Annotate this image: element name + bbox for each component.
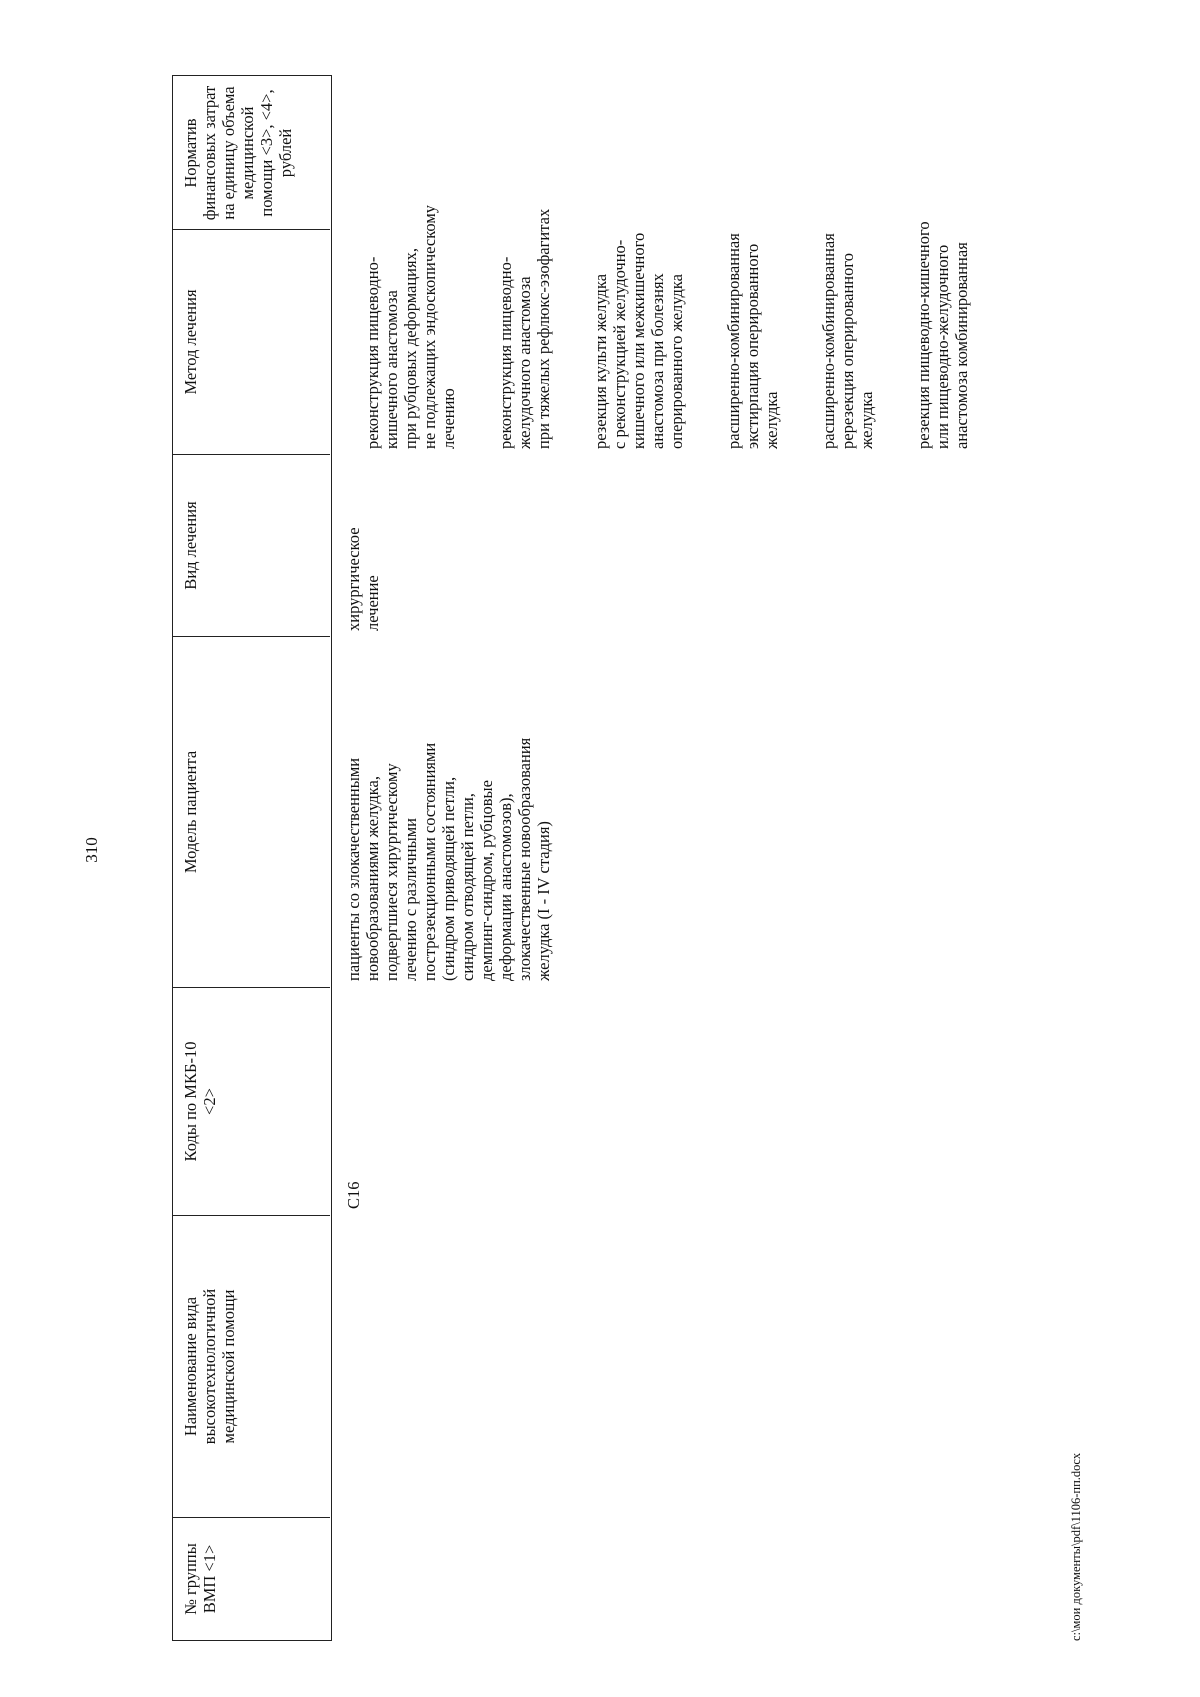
table-header-row	[172, 75, 332, 1641]
method-item: реконструкция пищеводно- желудочного анастомоза при тяжелых рефлюкс-эзофагитах	[496, 208, 553, 449]
cell-patient-model: пациенты со злокачественными новообразованиями желудка, подвергшиеся хирургическому лечению с различными пострезекционными состояниями (синдром приводящей петли, синдром отводящей петли, демпинг-синдром, рубцовые деформации анастомозов), злокачественные новообразования желудка (I - IV стадия)	[344, 737, 553, 981]
cell-icd10-code: C16	[344, 1181, 363, 1209]
header-care-type-name: Наименование вида высокотехнологичной медицинской помощи	[173, 1215, 330, 1517]
rotated-document-body	[172, 75, 1122, 1641]
cell-treatment-methods	[344, 149, 1009, 449]
method-item: расширенно-комбинированная экстирпация оперированного желудка	[724, 233, 781, 449]
header-patient-model: Модель пациента	[173, 636, 330, 987]
method-item: резекция пищеводно-кишечного или пищеводно-желудочного анастомоза комбинированная	[914, 221, 971, 449]
page-number: 310	[82, 837, 101, 863]
method-item: расширенно-комбинированная ререзекция оперированного желудка	[819, 233, 876, 449]
header-cost-standard: Норматив финансовых затрат на единицу объема медицинской помощи <3>, <4>, рублей	[181, 85, 295, 221]
header-treatment-method: Метод лечения	[173, 229, 330, 454]
cell-treatment-type: хирургическое лечение	[344, 527, 382, 631]
header-group-number: № группы ВМП <1>	[173, 1517, 330, 1640]
header-treatment-type: Вид лечения	[173, 454, 330, 636]
footer-file-path: c:\мои документы\pdf\1106-пп.docx	[1069, 1452, 1083, 1641]
method-item: реконструкция пищеводно- кишечного анастомоза при рубцовых деформациях, не подлежащих эндоскопическому лечению	[363, 204, 458, 449]
method-item: резекция культи желудка с реконструкцией желудочно- кишечного или межкишечного анастомоза при болезнях оперированного желудка	[591, 232, 686, 449]
header-icd10-codes: Коды по МКБ-10 <2>	[173, 987, 330, 1215]
